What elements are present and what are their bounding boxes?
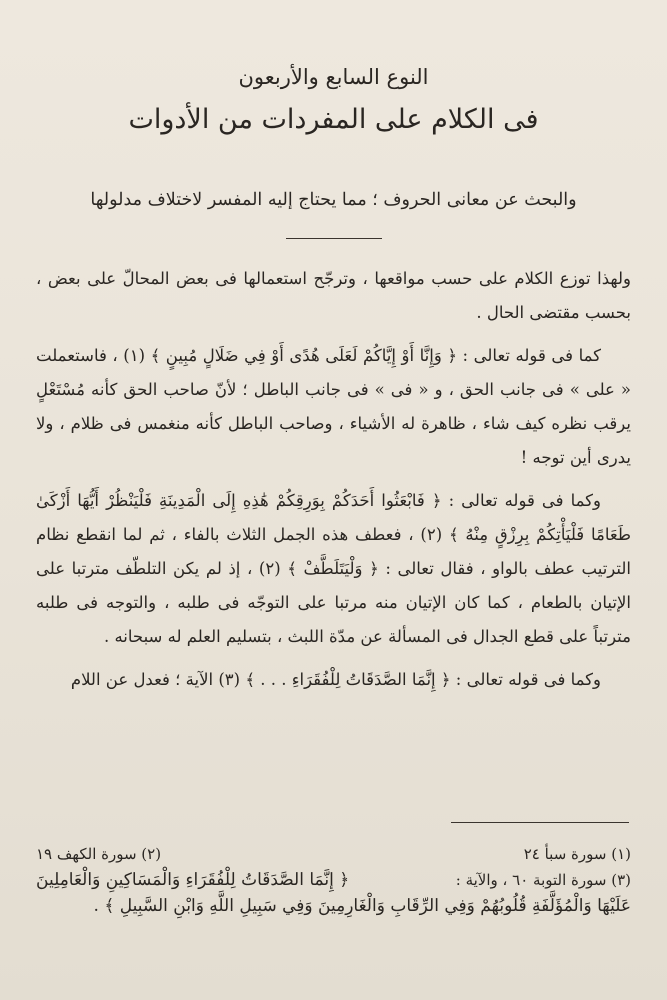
chapter-title: فى الكلام على المفردات من الأدوات [128,104,539,135]
footnote-3 [36,868,631,918]
paragraph-3: وكما فى قوله تعالى : ﴿ فَابْعَثُوا أَحَدَكُمْ بِوَرِقِكُمْ هَٰذِهِ إِلَى الْمَدِينَةِ فَلْيَنْظُرْ أَيُّهَا أَزْكَىٰ طَعَامًا فَلْيَأْتِكُمْ بِرِزْقٍ مِنْهُ ﴾ (٢) ، فعطف هذه الجمل الثلاث بالفاء ، ثم لما انقطع نظام الترتيب عطف بالواو ، فقال تعالى : ﴿ وَلْيَتَلَطَّفْ ﴾ (٢) ، إذ لم يكن التلطّف مترتبا على الإتيان بالطعام ، كما كان الإتيان منه مرتبا على التوجّه فى طلبه ، والتوجه فى طلبه مترتباً على قطع الجدال فى المسألة عن مدّة اللبث ، بتسليم العلم له سبحانه . [36,491,631,646]
footnote-3-verse-part2: عَلَيْهَا وَالْمُؤَلَّفَةِ قُلُوبُهُمْ وَفِي الرِّقَابِ وَالْغَارِمِينَ وَفِي سَبِيلِ اللَّهِ وَابْنِ السَّبِيلِ ﴾ . [93,896,631,916]
footnote-2: (٢) سورة الكهف ١٩ [36,845,162,863]
paragraph-1: ولهذا توزع الكلام على حسب مواقعها ، وترجّح استعمالها فى بعض المحالّ على بعض ، بحسب مقتضى الحال . [36,269,631,322]
footnote-row-1 [36,842,631,866]
footnote-3-verse-part1: ﴿ إِنَّمَا الصَّدَقَاتُ لِلْفُقَرَاءِ وَالْمَسَاكِينِ وَالْعَامِلِينَ [36,870,350,890]
footnotes [36,842,631,918]
paragraph-4: وكما فى قوله تعالى : ﴿ إِنَّمَا الصَّدَقَاتُ لِلْفُقَرَاءِ . . . ﴾ (٣) الآية ؛ فعدل عن اللام [70,670,601,689]
chapter-subtitle: والبحث عن معانى الحروف ؛ مما يحتاج إليه المفسر لاختلاف مدلولها [90,190,577,210]
footnote-divider [451,822,629,823]
footnote-1: (١) سورة سبأ ٢٤ [523,845,631,863]
body-text [36,262,631,706]
title-divider [286,238,382,239]
chapter-number: النوع السابع والأربعون [238,65,429,89]
paragraph-2: كما فى قوله تعالى : ﴿ وَإِنَّا أَوْ إِيَّاكُمْ لَعَلَى هُدًى أَوْ فِي ضَلَالٍ مُبِينٍ ﴾ (١) ، فاستعملت « على » فى جانب الحق ، و « فى » فى جانب الباطل ؛ لأنّ صاحب الحق كأنه مُسْتَعْلٍ يرقب نظره كيف شاء ، ظاهرة له الأشياء ، وصاحب الباطل كأنه منغمس فى ظلام ، ولا يدرى أين توجه ! [36,346,631,467]
footnote-3-label: (٣) سورة التوبة ٦٠ ، والآية : [455,871,631,889]
chapter-heading [0,60,667,142]
